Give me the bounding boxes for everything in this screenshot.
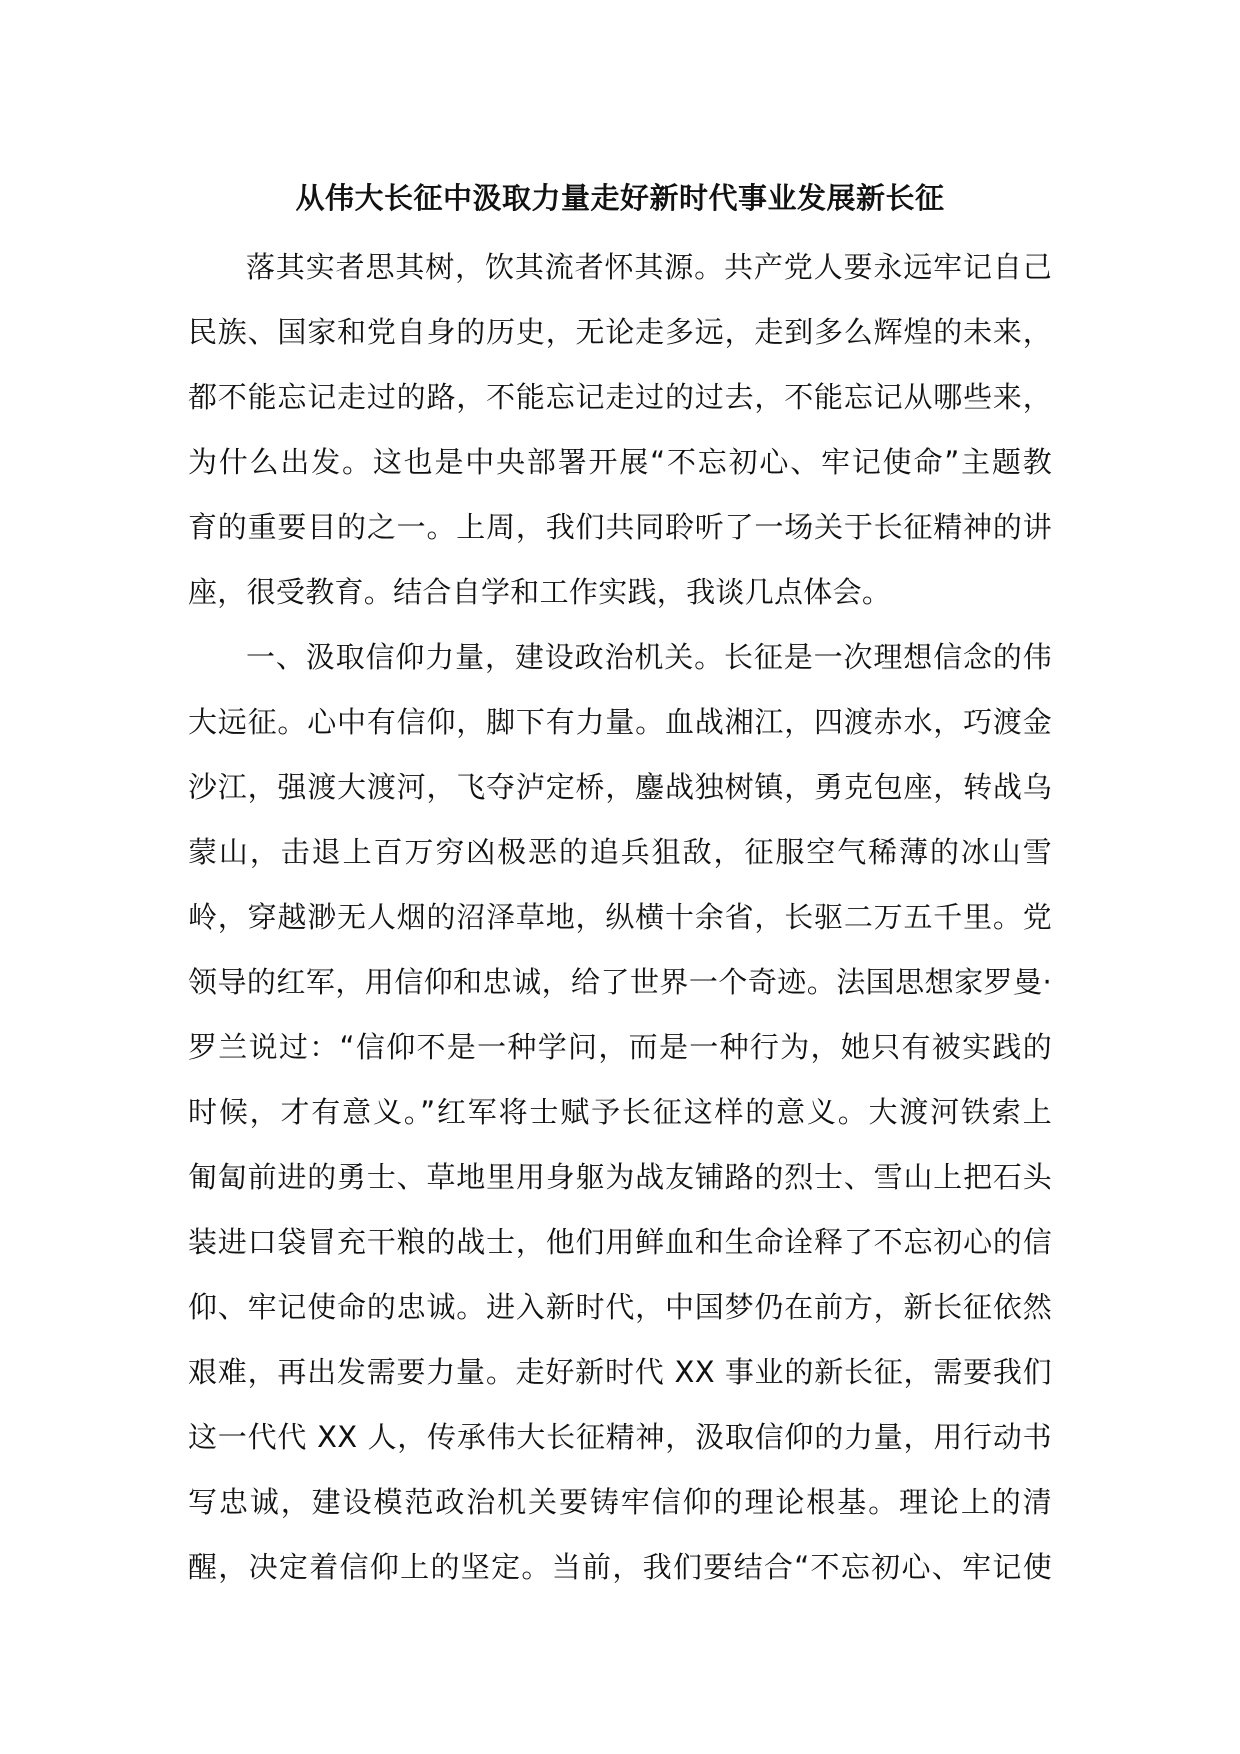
paragraph-2-line: 岭，穿越渺无人烟的沼泽草地，纵横十余省，长驱二万五千里。党 — [188, 900, 1052, 934]
paragraph-2-line: 写忠诚，建设模范政治机关要铸牢信仰的理论根基。理论上的清 — [188, 1485, 1052, 1519]
paragraph-1-line: 为什么出发。这也是中央部署开展“不忘初心、牢记使命”主题教 — [188, 445, 1052, 479]
paragraph-2-line: 匍匐前进的勇士、草地里用身躯为战友铺路的烈士、雪山上把石头 — [188, 1160, 1052, 1194]
paragraph-2-line: 大远征。心中有信仰，脚下有力量。血战湘江，四渡赤水，巧渡金 — [188, 705, 1052, 739]
paragraph-2-line: 仰、牢记使命的忠诚。进入新时代，中国梦仍在前方，新长征依然 — [188, 1290, 1052, 1324]
paragraph-1-line: 育的重要目的之一。上周，我们共同聆听了一场关于长征精神的讲 — [188, 510, 1052, 544]
paragraph-2-line: 领导的红军，用信仰和忠诚，给了世界一个奇迹。法国思想家罗曼· — [188, 965, 1052, 999]
paragraph-1-line: 落其实者思其树，饮其流者怀其源。共产党人要永远牢记自己 — [246, 250, 1052, 284]
paragraph-1-line: 座，很受教育。结合自学和工作实践，我谈几点体会。 — [188, 575, 892, 609]
paragraph-2-line: 蒙山，击退上百万穷凶极恶的追兵狙敌，征服空气稀薄的冰山雪 — [188, 835, 1052, 869]
paragraph-2-line: 时候，才有意义。”红军将士赋予长征这样的意义。大渡河铁索上 — [188, 1095, 1052, 1129]
paragraph-2-line: 醒，决定着信仰上的坚定。当前，我们要结合“不忘初心、牢记使 — [188, 1550, 1052, 1584]
paragraph-2-line: 沙江，强渡大渡河，飞夺泸定桥，鏖战独树镇，勇克包座，转战乌 — [188, 770, 1052, 804]
paragraph-1-line: 都不能忘记走过的路，不能忘记走过的过去，不能忘记从哪些来， — [188, 380, 1052, 414]
paragraph-2-line: 这一代代 XX 人，传承伟大长征精神，汲取信仰的力量，用行动书 — [188, 1420, 1052, 1454]
document-title: 从伟大长征中汲取力量走好新时代事业发展新长征 — [295, 181, 945, 215]
paragraph-2-line: 罗兰说过：“信仰不是一种学问，而是一种行为，她只有被实践的 — [188, 1030, 1052, 1064]
paragraph-1-line: 民族、国家和党自身的历史，无论走多远，走到多么辉煌的未来， — [188, 315, 1052, 349]
paragraph-2-line: 一、汲取信仰力量，建设政治机关。长征是一次理想信念的伟 — [246, 640, 1052, 674]
paragraph-2-line: 艰难，再出发需要力量。走好新时代 XX 事业的新长征，需要我们 — [188, 1355, 1052, 1389]
paragraph-2-line: 装进口袋冒充干粮的战士，他们用鲜血和生命诠释了不忘初心的信 — [188, 1225, 1052, 1259]
document-body — [188, 235, 1052, 1600]
